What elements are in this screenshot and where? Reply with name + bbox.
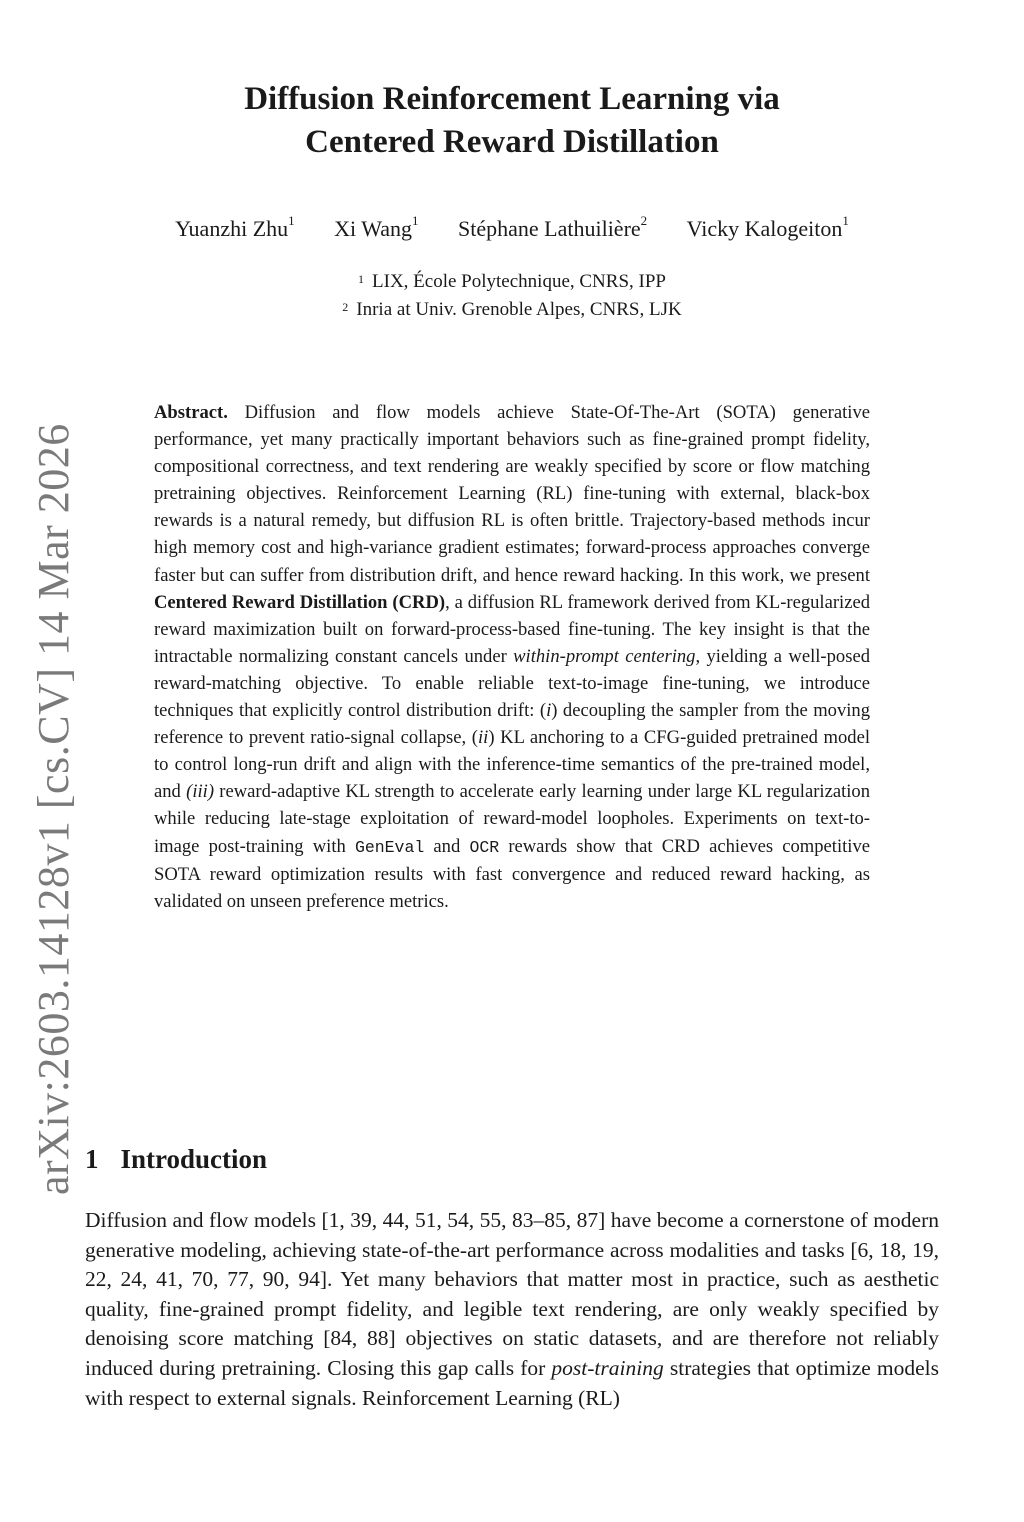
intro-text: strategies that optimize models with respect to external signals. Reinforcement Learning (RL) bbox=[85, 1355, 940, 1410]
paper-title bbox=[0, 78, 1024, 164]
title-line-2: Centered Reward Distillation bbox=[305, 124, 719, 160]
centering-emphasis: within-prompt centering bbox=[513, 645, 696, 667]
arxiv-identifier-stamp: arXiv:2603.14128v1 [cs.CV] 14 Mar 2026 bbox=[29, 423, 78, 1195]
author-affiliation-mark: 1 bbox=[842, 213, 849, 228]
affiliation-text: LIX, École Polytechnique, CNRS, IPP bbox=[372, 271, 666, 292]
author-name: Vicky Kalogeiton bbox=[686, 216, 843, 241]
abstract-text: Diffusion and flow models achieve State-Of-The-Art (SOTA) generative performance, yet many practically important behaviors such as fine-grained prompt fidelity, compositional correctness, and text rendering are weakly specified by score or flow matching pretraining objectives. Reinforcement Learning (RL) fine-tuning with external, black-box rewards is a natural remedy, but diffusion RL is often brittle. Trajectory-based methods incur high memory cost and high-variance gradient estimates; forward-process approaches converge faster but can suffer from distribution drift, and hence reward hacking. In this work, we present bbox=[154, 402, 870, 586]
affiliation-text: Inria at Univ. Grenoble Alpes, CNRS, LJK bbox=[356, 299, 682, 320]
author-name: Stéphane Lathuilière bbox=[458, 216, 641, 241]
enum-marker: (iii) bbox=[186, 781, 215, 803]
author-name: Yuanzhi Zhu bbox=[175, 216, 289, 241]
section-number: 1 bbox=[85, 1144, 99, 1174]
author bbox=[334, 213, 419, 242]
author-affiliation-mark: 1 bbox=[288, 213, 295, 228]
abstract-text: , yielding a well-posed reward-matching objective. To enable reliable text-to-image fine-tuning, we introduce techniques that explicitly control distribution drift: ( bbox=[154, 645, 870, 722]
affiliation bbox=[0, 268, 1024, 296]
abstract-text: ) KL anchoring to a CFG-guided pretrained model to control long-run drift and align with the inference-time semantics of the pre-trained model, and bbox=[154, 727, 870, 803]
intro-text: Diffusion and flow models [1, 39, 44, 51, 54, 55, 83–85, 87] have become a cornerstone of modern generative modeling, achieving state-of-the-art performance across modalities and tasks [6, 18, 19, 22, 24, 41, 70, 77, 90, 94]. Yet many behaviors that matter most in practice, such as aesthetic quality, fine-grained prompt fidelity, and legible text rendering, are only weakly specified by denoising score matching [84, 88] objectives on static datasets, and are therefore not reliably induced during pretraining. Closing this gap calls for bbox=[85, 1208, 939, 1380]
section-title: Introduction bbox=[120, 1144, 268, 1174]
enum-marker: ii bbox=[478, 727, 489, 749]
affiliation-mark: 2 bbox=[342, 300, 349, 314]
affiliation bbox=[0, 296, 1024, 324]
section-heading bbox=[85, 1144, 267, 1175]
post-training-emphasis: post-training bbox=[551, 1355, 664, 1380]
author bbox=[686, 213, 849, 242]
abstract-text: rewards show that CRD achieves competitive SOTA reward optimization results with fast convergence and reduced reward hacking, as validated on unseen preference metrics. bbox=[154, 835, 871, 912]
ocr-code: OCR bbox=[469, 837, 500, 857]
abstract-text: ) decoupling the sampler from the moving reference to prevent ratio-signal collapse, ( bbox=[154, 700, 871, 749]
abstract-text: reward-adaptive KL strength to accelerate early learning under large KL regularization while reducing late-stage exploitation of reward-model loopholes. Experiments on text-to-image post-training with bbox=[154, 781, 870, 857]
affiliation-mark: 1 bbox=[358, 272, 365, 286]
title-line-1: Diffusion Reinforcement Learning via bbox=[244, 81, 780, 117]
abstract bbox=[154, 399, 870, 915]
crd-emphasis: Centered Reward Distillation (CRD) bbox=[154, 591, 446, 613]
enum-marker: i bbox=[546, 700, 552, 722]
abstract-text: , a diffusion RL framework derived from KL-regularized reward maximization built on forward-process-based fine-tuning. The key insight is that the intractable normalizing constant cancels under bbox=[154, 591, 871, 667]
geneval-code: GenEval bbox=[354, 837, 425, 857]
affiliation-list bbox=[0, 268, 1024, 324]
author bbox=[175, 213, 295, 242]
author-name: Xi Wang bbox=[334, 216, 413, 241]
author-affiliation-mark: 1 bbox=[412, 213, 419, 228]
introduction-paragraph bbox=[85, 1206, 939, 1413]
author-list bbox=[0, 213, 1024, 242]
author-affiliation-mark: 2 bbox=[640, 213, 648, 228]
author bbox=[458, 213, 648, 242]
abstract-label: Abstract. bbox=[154, 402, 228, 423]
abstract-text: and bbox=[433, 835, 461, 857]
